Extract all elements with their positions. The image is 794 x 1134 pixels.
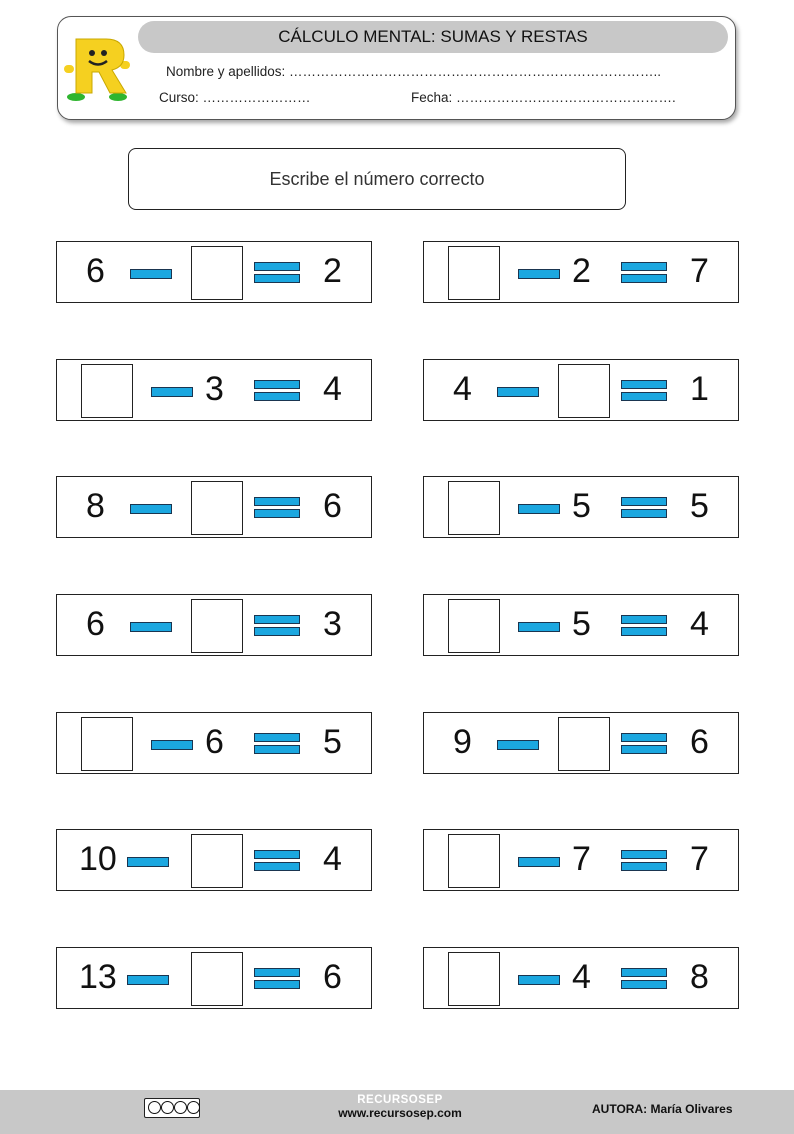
answer-box[interactable] [191, 952, 243, 1006]
answer-box[interactable] [191, 834, 243, 888]
result: 5 [323, 723, 342, 761]
exercise-row [56, 594, 372, 656]
subtrahend: 3 [205, 370, 224, 408]
equals-sign-icon [621, 615, 667, 637]
minus-sign-icon [518, 857, 560, 867]
equals-sign-icon [621, 733, 667, 755]
result: 1 [690, 370, 709, 408]
answer-box[interactable] [448, 481, 500, 535]
subtrahend: 4 [572, 958, 591, 996]
equals-sign-icon [254, 262, 300, 284]
answer-box[interactable] [81, 717, 133, 771]
minus-sign-icon [151, 740, 193, 750]
footer-brand: RECURSOSEP [357, 1094, 443, 1106]
equals-sign-icon [254, 733, 300, 755]
result: 6 [323, 487, 342, 525]
answer-box[interactable] [81, 364, 133, 418]
date-field[interactable]: Fecha: …………………………………………. [411, 90, 676, 105]
minuend: 6 [86, 252, 105, 290]
equals-sign-icon [621, 380, 667, 402]
minus-sign-icon [497, 387, 539, 397]
answer-box[interactable] [191, 246, 243, 300]
minuend: 6 [86, 605, 105, 643]
minus-sign-icon [127, 857, 169, 867]
minus-sign-icon [497, 740, 539, 750]
minus-sign-icon [518, 975, 560, 985]
result: 8 [690, 958, 709, 996]
answer-box[interactable] [558, 717, 610, 771]
exercise-row [423, 829, 739, 891]
answer-box[interactable] [191, 599, 243, 653]
course-field[interactable]: Curso: …………………… [159, 90, 311, 105]
minuend: 4 [453, 370, 472, 408]
equals-sign-icon [621, 850, 667, 872]
result: 6 [690, 723, 709, 761]
footer-url[interactable]: www.recursosep.com [338, 1106, 462, 1120]
result: 7 [690, 252, 709, 290]
page-footer [0, 1090, 794, 1134]
minus-sign-icon [518, 622, 560, 632]
exercise-row [56, 829, 372, 891]
equals-sign-icon [254, 615, 300, 637]
exercise-row [423, 359, 739, 421]
minus-sign-icon [127, 975, 169, 985]
minuend: 13 [79, 958, 117, 996]
exercise-row [56, 476, 372, 538]
answer-box[interactable] [448, 246, 500, 300]
equals-sign-icon [621, 262, 667, 284]
exercise-row [423, 712, 739, 774]
result: 4 [323, 370, 342, 408]
exercise-row [423, 476, 739, 538]
minus-sign-icon [518, 269, 560, 279]
equals-sign-icon [254, 968, 300, 990]
subtrahend: 2 [572, 252, 591, 290]
result: 5 [690, 487, 709, 525]
minus-sign-icon [130, 269, 172, 279]
exercise-row [56, 241, 372, 303]
answer-box[interactable] [191, 481, 243, 535]
name-field[interactable]: Nombre y apellidos: ……………………………………………………………………….. [166, 64, 662, 79]
footer-author: AUTORA: María Olivares [592, 1102, 733, 1116]
equals-sign-icon [254, 497, 300, 519]
minus-sign-icon [130, 504, 172, 514]
answer-box[interactable] [448, 952, 500, 1006]
exercise-row [423, 594, 739, 656]
equals-sign-icon [254, 380, 300, 402]
result: 4 [323, 840, 342, 878]
minuend: 9 [453, 723, 472, 761]
minus-sign-icon [151, 387, 193, 397]
minuend: 10 [79, 840, 117, 878]
subtrahend: 5 [572, 605, 591, 643]
minuend: 8 [86, 487, 105, 525]
exercise-row [56, 712, 372, 774]
exercise-row [423, 241, 739, 303]
equals-sign-icon [621, 968, 667, 990]
result: 7 [690, 840, 709, 878]
result: 4 [690, 605, 709, 643]
result: 2 [323, 252, 342, 290]
creative-commons-icon [144, 1098, 200, 1118]
instruction-box: Escribe el número correcto [128, 148, 626, 210]
subtrahend: 7 [572, 840, 591, 878]
subtrahend: 6 [205, 723, 224, 761]
answer-box[interactable] [448, 834, 500, 888]
result: 6 [323, 958, 342, 996]
subtrahend: 5 [572, 487, 591, 525]
worksheet-title: CÁLCULO MENTAL: SUMAS Y RESTAS [138, 21, 728, 53]
exercise-row [56, 359, 372, 421]
minus-sign-icon [130, 622, 172, 632]
answer-box[interactable] [558, 364, 610, 418]
result: 3 [323, 605, 342, 643]
r-mascot-logo [62, 35, 132, 101]
equals-sign-icon [621, 497, 667, 519]
minus-sign-icon [518, 504, 560, 514]
equals-sign-icon [254, 850, 300, 872]
answer-box[interactable] [448, 599, 500, 653]
exercise-row [56, 947, 372, 1009]
worksheet-header [57, 16, 736, 120]
exercise-row [423, 947, 739, 1009]
